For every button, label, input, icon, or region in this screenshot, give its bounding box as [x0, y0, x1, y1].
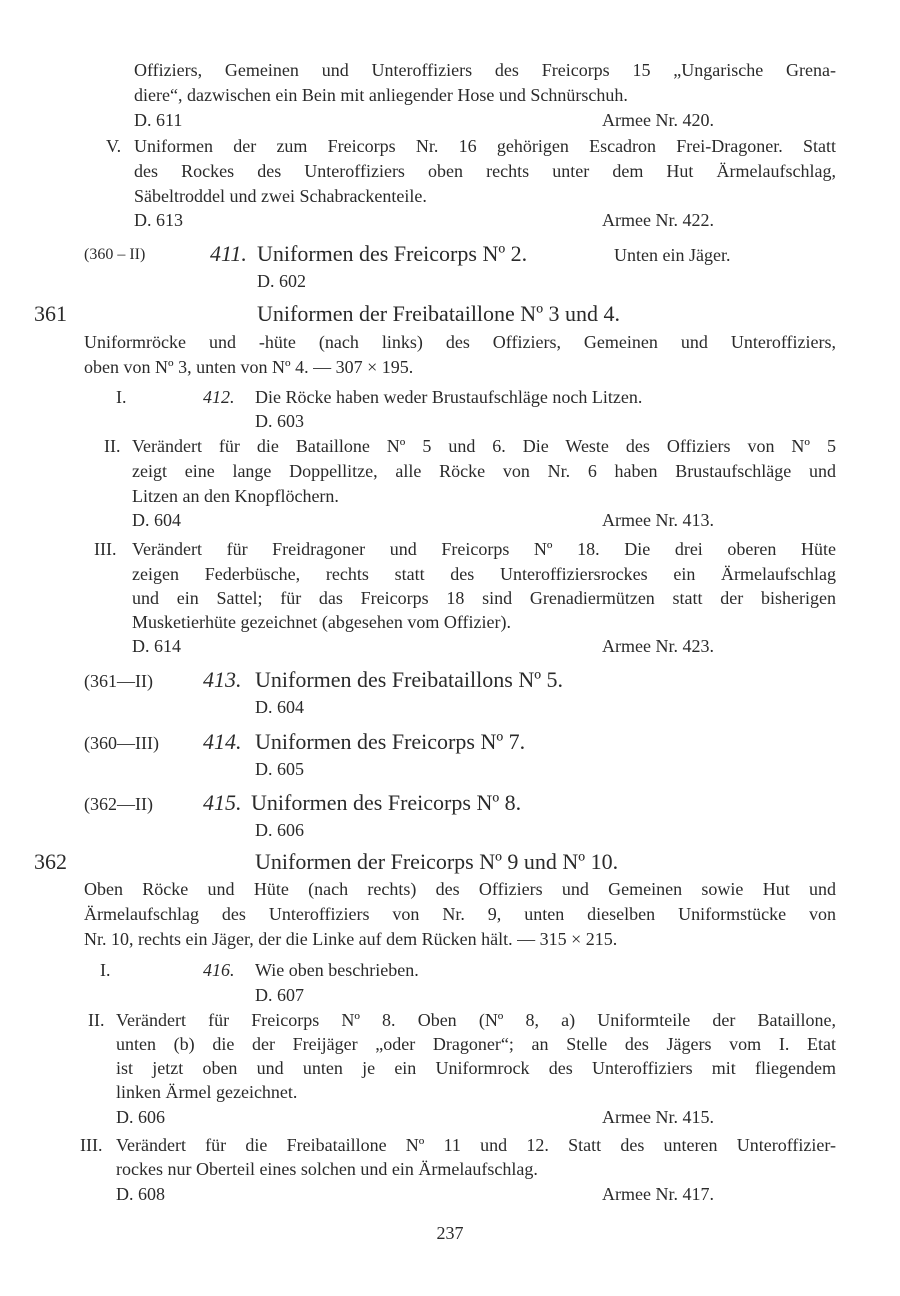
text-line: Säbeltroddel und zwei Schabrackenteile.	[134, 186, 427, 206]
roman-numeral: III.	[80, 1135, 103, 1155]
text-line: oben von Nº 3, unten von Nº 4. — 307 × 195.	[84, 357, 414, 377]
item-number: 415.	[203, 790, 242, 815]
text-line: Verändert für die Freibataillone Nº 11 und 12. Statt des unteren Unteroffizier-	[116, 1135, 836, 1155]
d-number: D. 602	[257, 271, 306, 291]
d-number: D. 607	[255, 985, 304, 1005]
entry-title: Uniformen des Freicorps Nº 8.	[251, 790, 522, 815]
text-line: Die Röcke haben weder Brustaufschläge noch Litzen.	[255, 387, 643, 407]
section-title: Uniformen der Freibataillone Nº 3 und 4.	[257, 301, 621, 326]
roman-numeral: II.	[88, 1010, 105, 1030]
roman-numeral: I.	[116, 387, 127, 407]
item-number: 414.	[203, 729, 242, 754]
text-line: Uniformen der zum Freicorps Nr. 16 gehörigen Escadron Frei-Dragoner. Statt	[134, 136, 836, 156]
entry-title: Uniformen des Freicorps Nº 2.	[257, 241, 528, 266]
text-line: Oben Röcke und Hüte (nach rechts) des Offiziers und Gemeinen sowie Hut und	[84, 879, 836, 899]
page-number: 237	[436, 1223, 464, 1243]
item-number: 413.	[203, 667, 242, 692]
text-line: Verändert für Freidragoner und Freicorps Nº 18. Die drei oberen Hüte	[132, 539, 836, 559]
cross-reference: (361—II)	[84, 671, 153, 691]
text-line: zeigt eine lange Doppellitze, alle Röcke von Nr. 6 haben Brustaufschläge und	[132, 461, 836, 481]
text-line: Musketierhüte gezeichnet (abgesehen vom Offizier).	[132, 612, 512, 632]
text-line: des Rockes des Unteroffiziers oben rechts unter dem Hut Ärmelaufschlag,	[134, 161, 836, 181]
roman-numeral: I.	[100, 960, 111, 980]
roman-numeral: III.	[94, 539, 117, 559]
text-line: Verändert für Freicorps Nº 8. Oben (Nº 8, a) Uniformteile der Bataillone,	[116, 1010, 836, 1030]
text-line: Nr. 10, rechts ein Jäger, der die Linke auf dem Rücken hält. — 315 × 215.	[84, 929, 618, 949]
text-line: rockes nur Oberteil eines solchen und ein Ärmelaufschlag.	[116, 1159, 538, 1179]
entry-note: Unten ein Jäger.	[614, 245, 731, 265]
d-number: D. 611	[134, 110, 183, 130]
d-number: D. 606	[255, 820, 304, 840]
roman-numeral: II.	[104, 436, 121, 456]
text-line: zeigen Federbüsche, rechts statt des Unteroffiziersrockes ein Ärmelaufschlag	[132, 564, 836, 584]
item-number: 411.	[210, 241, 247, 266]
text-line: ist jetzt oben und unten je ein Uniformrock des Unteroffiziers mit fliegendem	[116, 1058, 836, 1078]
armee-number: Armee Nr. 413.	[602, 510, 714, 530]
cross-reference: (362—II)	[84, 794, 153, 814]
armee-number: Armee Nr. 422.	[602, 210, 714, 230]
text-line: unten (b) die der Freijäger „oder Dragoner“; an Stelle des Jägers vom I. Etat	[116, 1034, 836, 1054]
d-number: D. 614	[132, 636, 181, 656]
text-line: Ärmelaufschlag des Unteroffiziers von Nr. 9, unten dieselben Uniformstücke von	[84, 904, 836, 924]
d-number: D. 613	[134, 210, 183, 230]
d-number: D. 608	[116, 1184, 165, 1204]
text-line: Litzen an den Knopflöchern.	[132, 486, 339, 506]
section-number: 361	[34, 301, 67, 326]
text-line: Verändert für die Bataillone Nº 5 und 6. Die Weste des Offiziers von Nº 5	[132, 436, 836, 456]
armee-number: Armee Nr. 420.	[602, 110, 714, 130]
d-number: D. 604	[132, 510, 181, 530]
section-title: Uniformen der Freicorps Nº 9 und Nº 10.	[255, 849, 619, 874]
cross-reference: (360 – II)	[84, 246, 146, 263]
d-number: D. 606	[116, 1107, 165, 1127]
text-line: und ein Sattel; für das Freicorps 18 sind Grenadiermützen statt der bisherigen	[132, 588, 836, 608]
text-line: Offiziers, Gemeinen und Unteroffiziers des Freicorps 15 „Ungarische Grena-	[134, 60, 836, 80]
entry-title: Uniformen des Freicorps Nº 7.	[255, 729, 526, 754]
text-line: Wie oben beschrieben.	[255, 960, 419, 980]
roman-numeral: V.	[106, 136, 122, 156]
d-number: D. 603	[255, 411, 304, 431]
item-number: 416.	[203, 960, 235, 980]
armee-number: Armee Nr. 415.	[602, 1107, 714, 1127]
d-number: D. 604	[255, 697, 304, 717]
item-number: 412.	[203, 387, 235, 407]
armee-number: Armee Nr. 423.	[602, 636, 714, 656]
armee-number: Armee Nr. 417.	[602, 1184, 714, 1204]
text-line: diere“, dazwischen ein Bein mit anliegender Hose und Schnürschuh.	[134, 85, 628, 105]
cross-reference: (360—III)	[84, 733, 159, 753]
entry-title: Uniformen des Freibataillons Nº 5.	[255, 667, 564, 692]
text-line: linken Ärmel gezeichnet.	[116, 1082, 298, 1102]
text-line: Uniformröcke und -hüte (nach links) des Offiziers, Gemeinen und Unteroffiziers,	[84, 332, 836, 352]
d-number: D. 605	[255, 759, 304, 779]
section-number: 362	[34, 849, 67, 874]
